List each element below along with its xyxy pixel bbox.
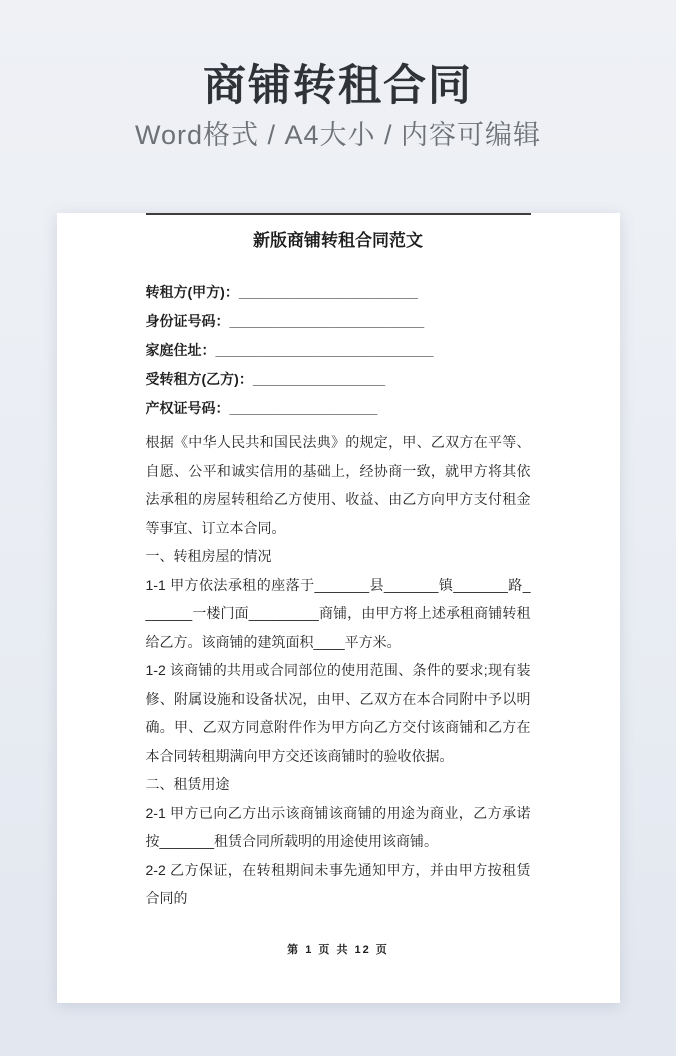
- contract-body: [146, 428, 531, 913]
- clause-2-2: 2-2 乙方保证，在转租期间未事先通知甲方，并由甲方按租赁合同的: [145, 861, 531, 906]
- clause-2-1: 2-1 甲方已向乙方出示该商铺该商铺的用途为商业，乙方承诺按_______租赁合同所载明的用途使用该商铺。: [145, 804, 531, 849]
- paragraph-preamble: 根据《中华人民共和国民法典》的规定，甲、乙双方在平等、自愿、公平和诚实信用的基础上，经协商一致，就甲方将其依法承租的房屋转租给乙方使用、收益、由乙方向甲方支付租金等事宜、订立本合同。: [145, 434, 531, 536]
- promo-header: [0, 0, 676, 151]
- field-property-cert-number: 产权证号码：___________________: [145, 400, 378, 416]
- heading-section-2: 二、租赁用途: [145, 776, 230, 792]
- field-sublessee: 受转租方(乙方)：_________________: [145, 371, 386, 387]
- clause-1-2: 1-2 该商铺的共用或合同部位的使用范围、条件的要求;现有装修、附属设施和设备状况，由甲、乙双方在本合同附中予以明确。甲、乙双方同意附件作为甲方向乙方交付该商铺和乙方在本合同转租期满向甲方交还该商铺时的验收依据。: [145, 662, 531, 764]
- document-page: [57, 213, 620, 1003]
- page-title: 商铺转租合同: [203, 62, 473, 110]
- document-content: [57, 213, 620, 913]
- field-id-number: 身份证号码：_________________________: [145, 313, 425, 329]
- clause-1-1: 1-1 甲方依法承租的座落于_______县_______镇_______路_______一楼门面_________商铺，由甲方将上述承租商铺转租给乙方。该商铺的建筑面积____平方米。: [145, 576, 531, 650]
- heading-section-1: 一、转租房屋的情况: [145, 548, 272, 564]
- field-home-address: 家庭住址：____________________________: [145, 342, 434, 358]
- document-title: 新版商铺转租合同范文: [253, 231, 423, 250]
- field-sublessor: 转租方(甲方)：_______________________: [145, 284, 418, 300]
- party-fields: [146, 278, 531, 423]
- header-rule: [146, 213, 531, 215]
- page-subtitle: Word格式 / A4大小 / 内容可编辑: [134, 120, 542, 150]
- page-number-footer: 第 1 页 共 12 页: [287, 944, 389, 956]
